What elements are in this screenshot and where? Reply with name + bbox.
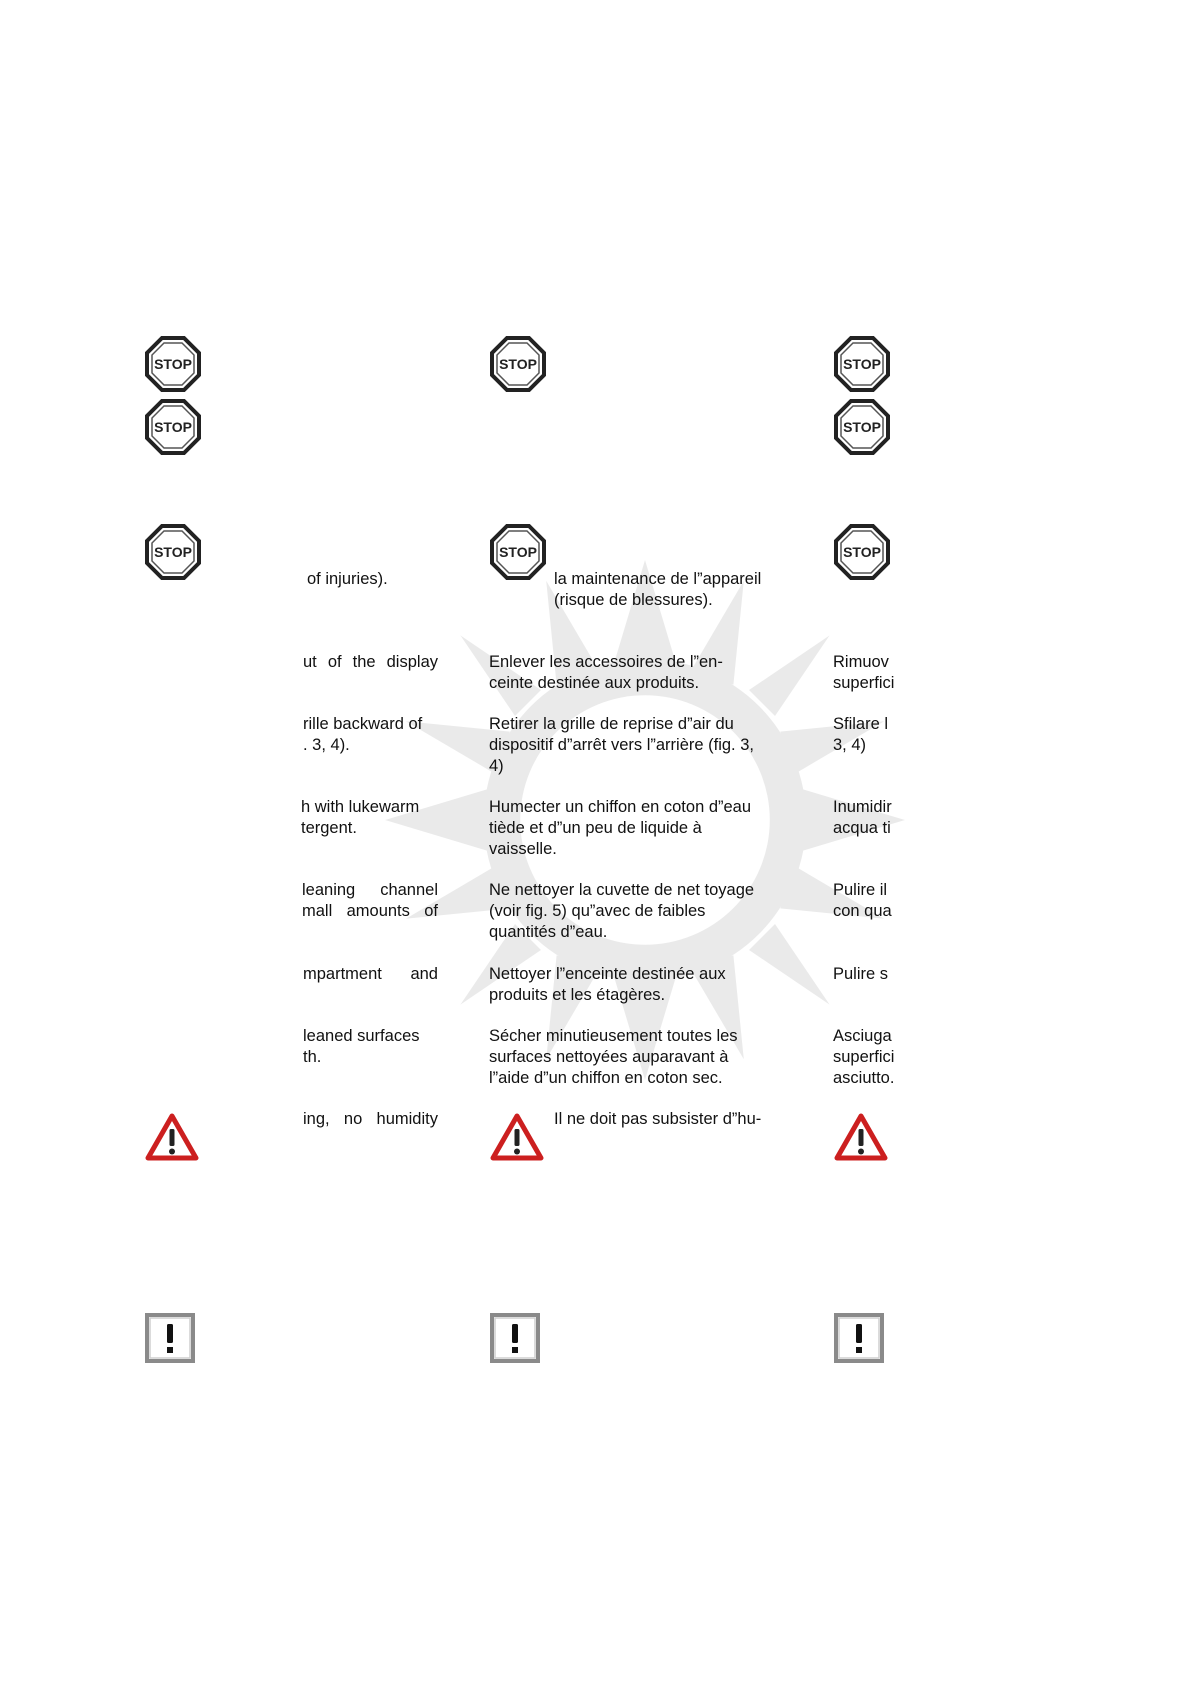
stop-label: STOP xyxy=(843,419,881,435)
warning-triangle-icon xyxy=(834,1112,888,1162)
stop-sign-icon xyxy=(490,336,546,392)
en-text-6: mpartment and xyxy=(303,965,438,983)
fr-text-5: Ne nettoyer la cuvette de net toyage (voir fig. 5) qu”avec de faibles quantités d”eau. xyxy=(489,881,755,941)
it-text-6: Asciuga superfici asciutto. xyxy=(833,1027,895,1087)
en-text-5: leaning channel mall amounts of xyxy=(302,881,438,920)
en-text-2: ut of the display xyxy=(303,653,438,671)
stop-label: STOP xyxy=(843,356,881,372)
exclamation-note-icon xyxy=(490,1313,540,1363)
en-text-3: rille backward of . 3, 4). xyxy=(303,715,423,754)
fr-text-2: Enlever les accessoires de l”en- ceinte destinée aux produits. xyxy=(489,653,723,692)
stop-label: STOP xyxy=(154,356,192,372)
stop-label: STOP xyxy=(499,356,537,372)
stop-sign-icon xyxy=(145,336,201,392)
fr-text-3: Retirer la grille de reprise d”air du dispositif d”arrêt vers l”arrière (fig. 3, 4) xyxy=(489,715,754,775)
stop-label: STOP xyxy=(154,544,192,560)
stop-label: STOP xyxy=(154,419,192,435)
stop-sign-icon xyxy=(145,399,201,455)
en-text-4: h with lukewarm tergent. xyxy=(301,798,420,837)
stop-sign-icon xyxy=(834,399,890,455)
stop-label: STOP xyxy=(499,544,537,560)
warning-triangle-icon xyxy=(490,1112,544,1162)
it-text-4: Pulire il con qua xyxy=(833,881,892,920)
stop-sign-icon xyxy=(145,524,201,580)
en-text-7: leaned surfaces th. xyxy=(303,1027,420,1066)
stop-sign-icon xyxy=(834,524,890,580)
en-text-1: of injuries). xyxy=(307,570,388,588)
it-text-2: Sfilare l 3, 4) xyxy=(833,715,889,754)
exclamation-note-icon xyxy=(834,1313,884,1363)
fr-text-4: Humecter un chiffon en coton d”eau tiède et d”un peu de liquide à vaisselle. xyxy=(489,798,752,858)
exclamation-note-icon xyxy=(145,1313,195,1363)
stop-sign-icon xyxy=(490,524,546,580)
warning-triangle-icon xyxy=(145,1112,199,1162)
fr-text-6: Nettoyer l”enceinte destinée aux produits et les étagères. xyxy=(489,965,726,1004)
fr-text-8: Il ne doit pas subsister d”hu- xyxy=(554,1110,762,1128)
it-text-3: Inumidir acqua ti xyxy=(833,798,892,837)
fr-text-1: la maintenance de l”appareil (risque de blessures). xyxy=(554,570,762,609)
it-text-5: Pulire s xyxy=(833,965,889,983)
en-text-8: ing, no humidity xyxy=(303,1110,438,1128)
stop-label: STOP xyxy=(843,544,881,560)
fr-text-7: Sécher minutieusement toutes les surfaces nettoyées auparavant à l”aide d”un chiffon en coton sec. xyxy=(489,1027,738,1087)
it-text-1: Rimuov superfici xyxy=(833,653,895,692)
stop-sign-icon xyxy=(834,336,890,392)
